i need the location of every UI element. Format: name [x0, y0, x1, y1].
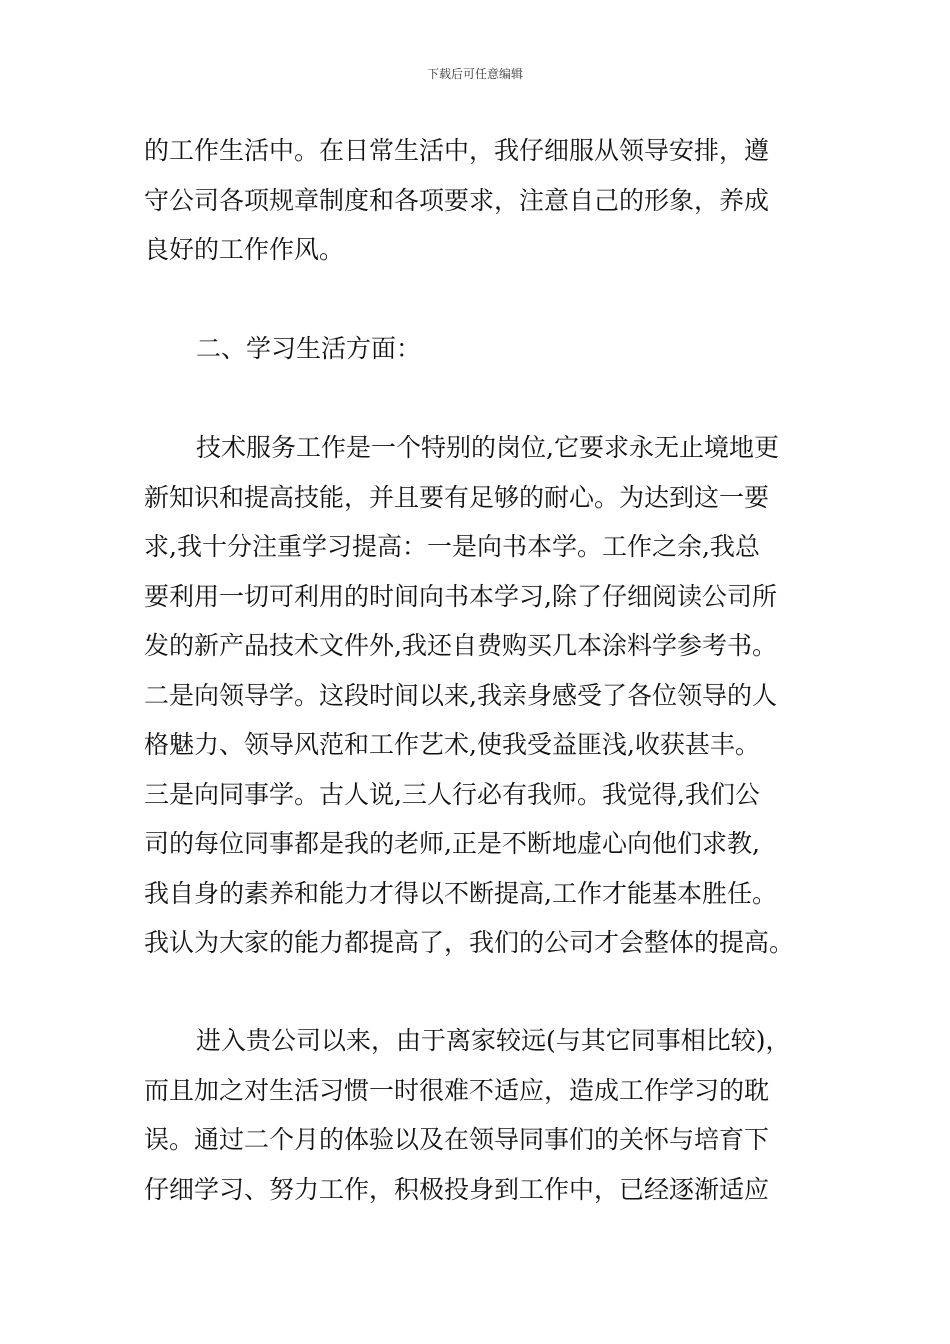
paragraph-joining-company: [144, 1016, 814, 1214]
text-line: 新知识和提高技能，并且要有足够的耐心。为达到这一要: [144, 482, 770, 512]
text-line: 司的每位同事都是我的老师,正是不断地虚心向他们求教,: [144, 829, 760, 858]
text-line: 仔细学习、努力工作，积极投身到工作中，已经逐渐适应: [144, 1174, 770, 1204]
page-header: 下载后可任意编辑: [426, 67, 523, 81]
text-line: 格魅力、领导风范和工作艺术,使我受益匪浅,收获甚丰。: [144, 730, 760, 759]
heading-text: 二、学习生活方面：: [196, 334, 422, 363]
text-line: 求,我十分注重学习提高：一是向书本学。工作之余,我总: [144, 532, 760, 561]
text-line: 的工作生活中。在日常生活中，我仔细服从领导安排，遵: [144, 136, 770, 165]
text-line: 而且加之对生活习惯一时很难不适应，造成工作学习的耽: [144, 1075, 770, 1105]
text-line: 要利用一切可利用的时间向书本学习,除了仔细阅读公司所: [144, 581, 777, 611]
text-line: 三是向同事学。古人说,三人行必有我师。我觉得,我们公: [144, 779, 760, 809]
text-line: 我认为大家的能力都提高了，我们的公司才会整体的提高。: [144, 928, 795, 957]
text-line: 技术服务工作是一个特别的岗位,它要求永无止境地更: [196, 433, 779, 462]
text-line: 良好的工作作风。: [144, 235, 345, 264]
text-line: 二是向领导学。这段时间以来,我亲身感受了各位领导的人: [144, 680, 777, 710]
paragraph-work-life-continued: [144, 126, 814, 275]
text-line: 守公司各项规章制度和各项要求，注意自己的形象，养成: [144, 185, 770, 215]
text-line: 发的新产品技术文件外,我还自费购买几本涂料学参考书。: [144, 631, 777, 660]
paragraph-technical-service: [144, 423, 814, 968]
section-heading-study-life: [144, 324, 814, 374]
text-line: 我自身的素养和能力才得以不断提高,工作才能基本胜任。: [144, 878, 777, 908]
text-line: 进入贵公司以来，由于离家较远(与其它同事相比较)，: [196, 1026, 791, 1055]
text-line: 误。通过二个月的体验以及在领导同事们的关怀与培育下: [144, 1125, 770, 1154]
